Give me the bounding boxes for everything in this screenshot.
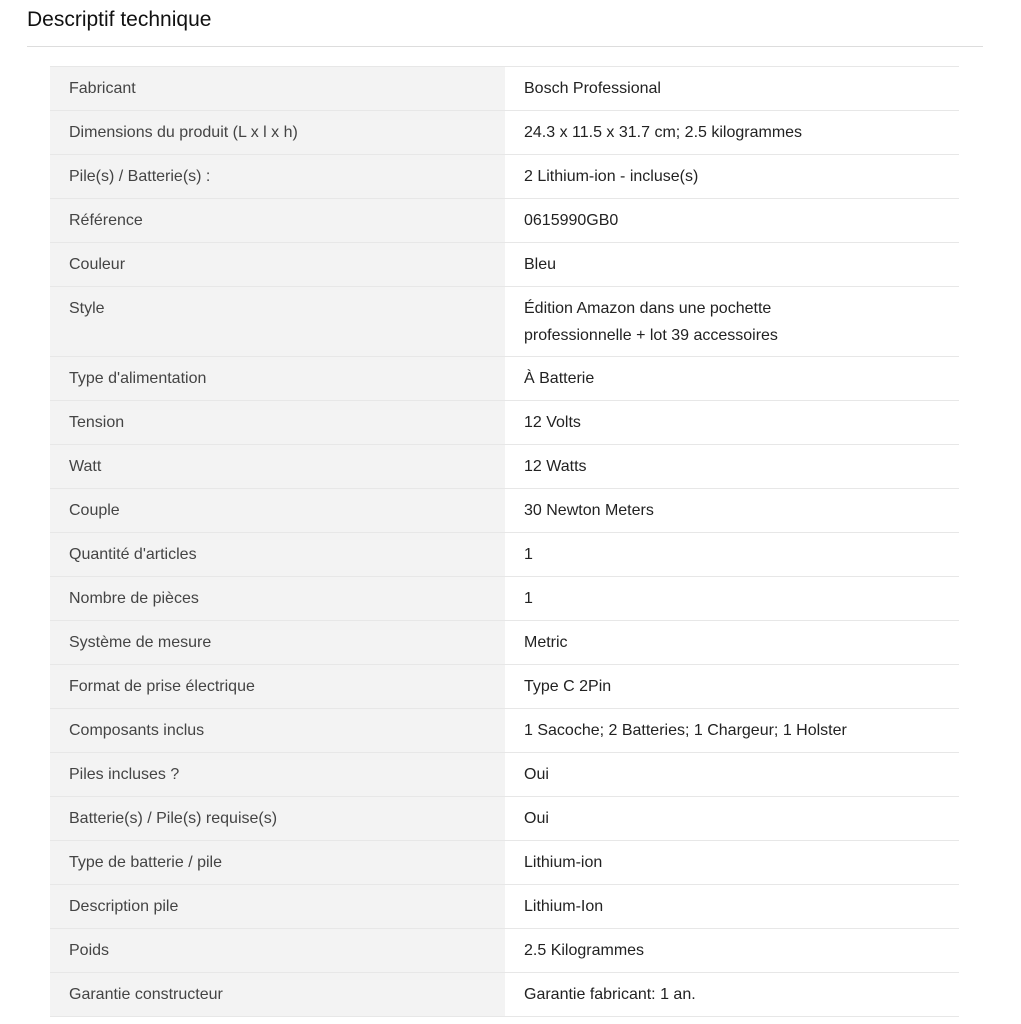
spec-value: Bosch Professional (505, 67, 959, 110)
table-row (50, 709, 959, 753)
spec-value: 12 Volts (505, 401, 959, 444)
spec-value: Lithium-ion (505, 841, 959, 884)
table-row (50, 111, 959, 155)
section-header (27, 6, 983, 47)
spec-value: Metric (505, 621, 959, 664)
table-row (50, 797, 959, 841)
table-row (50, 621, 959, 665)
spec-value: 30 Newton Meters (505, 489, 959, 532)
spec-label: Référence (50, 199, 505, 242)
spec-label: Fabricant (50, 67, 505, 110)
table-row (50, 67, 959, 111)
spec-label: Description pile (50, 885, 505, 928)
spec-label: Piles incluses ? (50, 753, 505, 796)
table-row (50, 287, 959, 357)
spec-label: Système de mesure (50, 621, 505, 664)
table-row (50, 401, 959, 445)
spec-value: Garantie fabricant: 1 an. (505, 973, 959, 1016)
spec-value: Type C 2Pin (505, 665, 959, 708)
spec-value: Bleu (505, 243, 959, 286)
spec-value: Oui (505, 797, 959, 840)
table-row (50, 665, 959, 709)
table-row (50, 357, 959, 401)
table-row (50, 973, 959, 1017)
spec-label: Pile(s) / Batterie(s) : (50, 155, 505, 198)
spec-value: 24.3 x 11.5 x 31.7 cm; 2.5 kilogrammes (505, 111, 959, 154)
spec-value: 0615990GB0 (505, 199, 959, 242)
spec-value: 1 Sacoche; 2 Batteries; 1 Chargeur; 1 Holster (505, 709, 959, 752)
spec-label: Nombre de pièces (50, 577, 505, 620)
spec-label: Poids (50, 929, 505, 972)
table-row (50, 489, 959, 533)
spec-value: Lithium-Ion (505, 885, 959, 928)
spec-value: À Batterie (505, 357, 959, 400)
spec-value: 1 (505, 533, 959, 576)
table-row (50, 533, 959, 577)
spec-label: Garantie constructeur (50, 973, 505, 1016)
table-row (50, 577, 959, 621)
table-row (50, 929, 959, 973)
spec-label: Type d'alimentation (50, 357, 505, 400)
table-row (50, 445, 959, 489)
spec-label: Type de batterie / pile (50, 841, 505, 884)
spec-value: 2 Lithium-ion - incluse(s) (505, 155, 959, 198)
spec-label: Watt (50, 445, 505, 488)
spec-label: Tension (50, 401, 505, 444)
spec-label: Couleur (50, 243, 505, 286)
spec-value: 12 Watts (505, 445, 959, 488)
spec-label: Style (50, 287, 505, 356)
table-row (50, 199, 959, 243)
table-row (50, 885, 959, 929)
spec-value: Édition Amazon dans une pochette professionnelle + lot 39 accessoires (505, 287, 959, 356)
spec-label: Quantité d'articles (50, 533, 505, 576)
section-title: Descriptif technique (27, 8, 212, 31)
spec-label: Format de prise électrique (50, 665, 505, 708)
spec-label: Batterie(s) / Pile(s) requise(s) (50, 797, 505, 840)
spec-label: Dimensions du produit (L x l x h) (50, 111, 505, 154)
spec-label: Couple (50, 489, 505, 532)
table-row (50, 841, 959, 885)
spec-value: Oui (505, 753, 959, 796)
table-row (50, 753, 959, 797)
spec-value: 2.5 Kilogrammes (505, 929, 959, 972)
spec-label: Composants inclus (50, 709, 505, 752)
table-row (50, 155, 959, 199)
technical-details-table (50, 66, 959, 1017)
spec-value: 1 (505, 577, 959, 620)
table-row (50, 243, 959, 287)
